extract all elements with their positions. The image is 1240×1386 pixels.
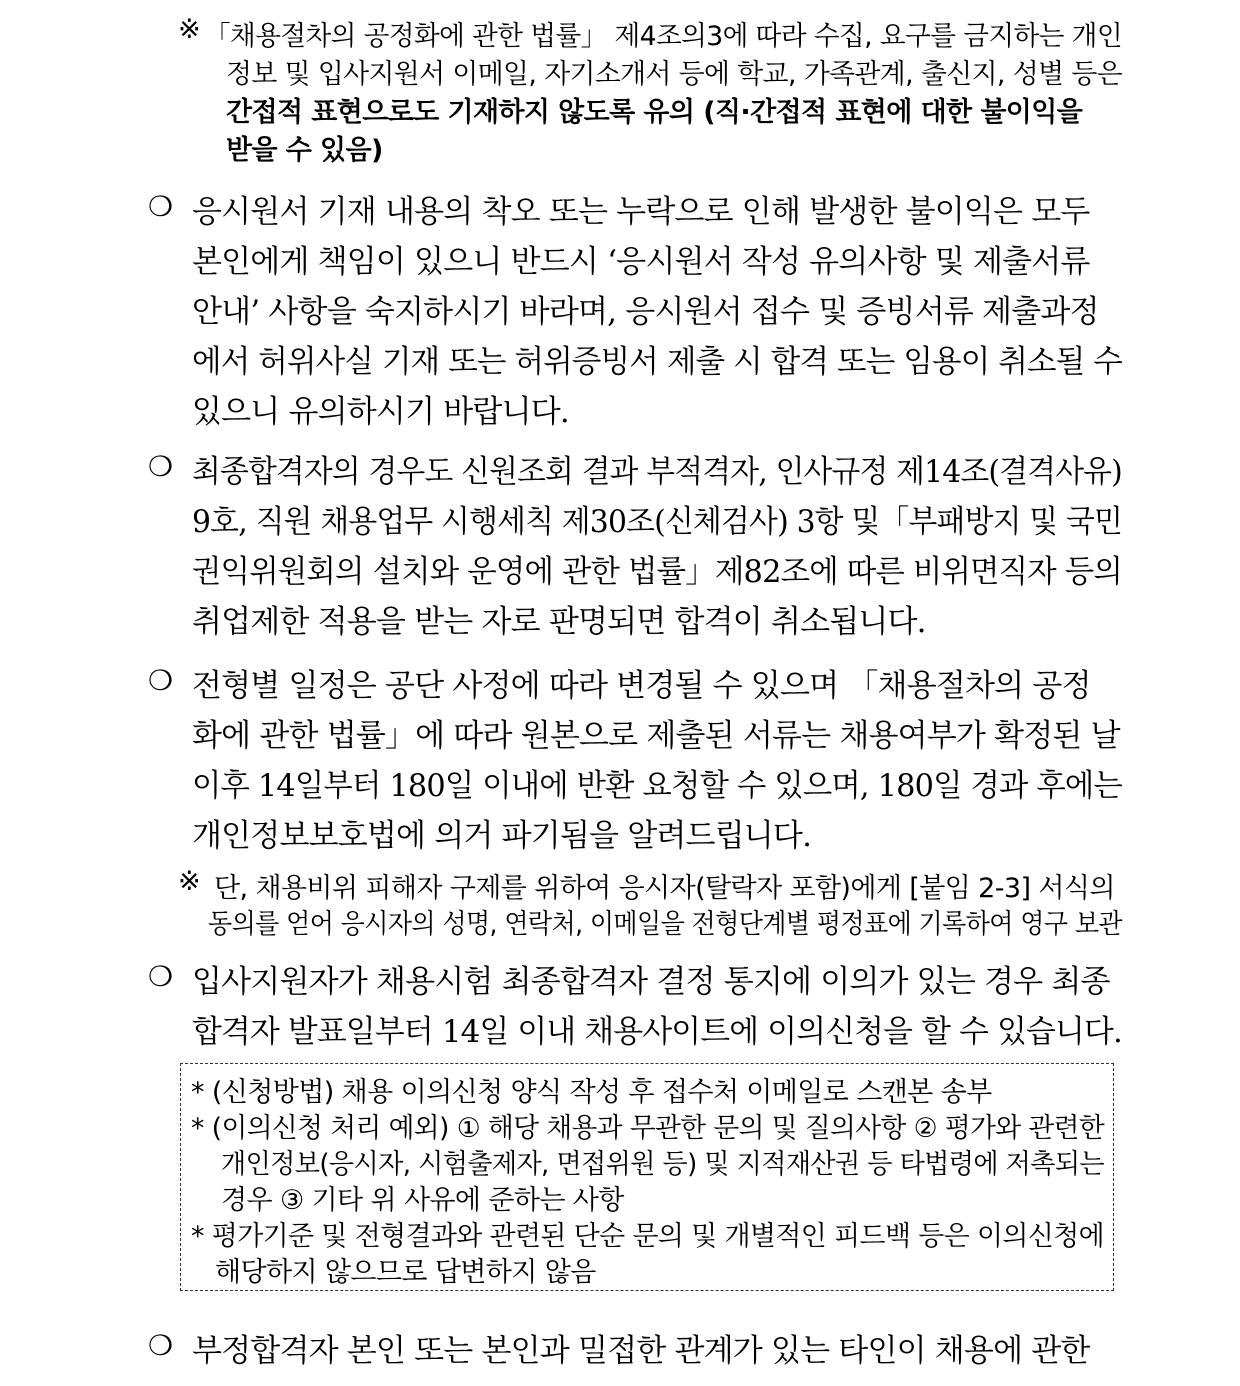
paragraph-line: 9호, 직원 채용업무 시행세칙 제30조(신체검사) 3항 및「부패방지 및 국민 (192, 504, 1123, 540)
box-line: * 평가기준 및 전형결과와 관련된 단순 문의 및 개별적인 피드백 등은 이의신청에 (191, 1221, 1105, 1252)
bullet-icon: ❍ (148, 960, 174, 993)
box-line: * (신청방법) 채용 이의신청 양식 작성 후 접수처 이메일로 스캔본 송부 (191, 1077, 992, 1108)
note-line: 단, 채용비위 피해자 구제를 위하여 응시자(탈락자 포함)에게 [붙임 2-3] 서식의 (214, 873, 1115, 904)
paragraph-line: 있으니 유의하시기 바랍니다. (192, 394, 569, 430)
paragraph-line: 에서 허위사실 기재 또는 허위증빙서 제출 시 합격 또는 임용이 취소될 수 (192, 344, 1122, 380)
paragraph-line: 권익위원회의 설치와 운영에 관한 법률」제82조에 따른 비위면직자 등의 (192, 554, 1122, 590)
box-line: * (이의신청 처리 예외) ① 해당 채용과 무관한 문의 및 질의사항 ② 평가와 관련한 (191, 1113, 1105, 1144)
box-line: 해당하지 않으므로 답변하지 않음 (215, 1257, 596, 1288)
note-bold-line: 받을 수 있음) (226, 135, 383, 166)
note-line: 정보 및 입사지원서 이메일, 자기소개서 등에 학교, 가족관계, 출신지, 성별 등은 (226, 59, 1123, 90)
paragraph-line: 입사지원자가 채용시험 최종합격자 결정 통지에 이의가 있는 경우 최종 (192, 964, 1110, 1000)
paragraph-line: 화에 관한 법률」에 따라 원본으로 제출된 서류는 채용여부가 확정된 날 (192, 718, 1120, 754)
paragraph-line: 합격자 발표일부터 14일 이내 채용사이트에 이의신청을 할 수 있습니다. (192, 1014, 1122, 1050)
objection-details-box (180, 1063, 1114, 1291)
paragraph-line: 본인에게 책임이 있으니 반드시 ‘응시원서 작성 유의사항 및 제출서류 (192, 244, 1090, 280)
note-mark: ※ (178, 866, 201, 897)
note-line: 동의를 얻어 응시자의 성명, 연락처, 이메일을 전형단계별 평정표에 기록하여 영구 보관 (208, 909, 1122, 940)
paragraph-line: 개인정보보호법에 의거 파기됨을 알려드립니다. (192, 818, 812, 854)
bullet-icon: ❍ (148, 450, 174, 483)
paragraph-line: 부정합격자 본인 또는 본인과 밀접한 관계가 있는 타인이 채용에 관한 (192, 1333, 1090, 1369)
note-line: 「채용절차의 공정화에 관한 법률」 제4조의3에 따라 수집, 요구를 금지하는 개인 (204, 21, 1122, 52)
paragraph-line: 안내’ 사항을 숙지하시기 바라며, 응시원서 접수 및 증빙서류 제출과정 (192, 294, 1099, 330)
bullet-icon: ❍ (148, 190, 174, 223)
note-bold-line: 간접적 표현으로도 기재하지 않도록 유의 (직·간접적 표현에 대한 불이익을 (226, 97, 1083, 128)
paragraph-line: 응시원서 기재 내용의 착오 또는 누락으로 인해 발생한 불이익은 모두 (192, 194, 1090, 230)
box-line: 개인정보(응시자, 시험출제자, 면접위원 등) 및 지적재산권 등 타법령에 저촉되는 (221, 1149, 1105, 1180)
paragraph-line: 최종합격자의 경우도 신원조회 결과 부적격자, 인사규정 제14조(결격사유) (192, 454, 1122, 490)
box-line: 경우 ③ 기타 위 사유에 준하는 사항 (221, 1185, 624, 1216)
paragraph-line: 전형별 일정은 공단 사정에 따라 변경될 수 있으며 「채용절차의 공정 (192, 668, 1091, 704)
paragraph-line: 이후 14일부터 180일 이내에 반환 요청할 수 있으며, 180일 경과 후에는 (192, 768, 1122, 804)
bullet-icon: ❍ (148, 664, 174, 697)
paragraph-line: 취업제한 적용을 받는 자로 판명되면 합격이 취소됩니다. (192, 604, 926, 640)
note-mark: ※ (178, 14, 201, 45)
bullet-icon: ❍ (148, 1329, 174, 1362)
